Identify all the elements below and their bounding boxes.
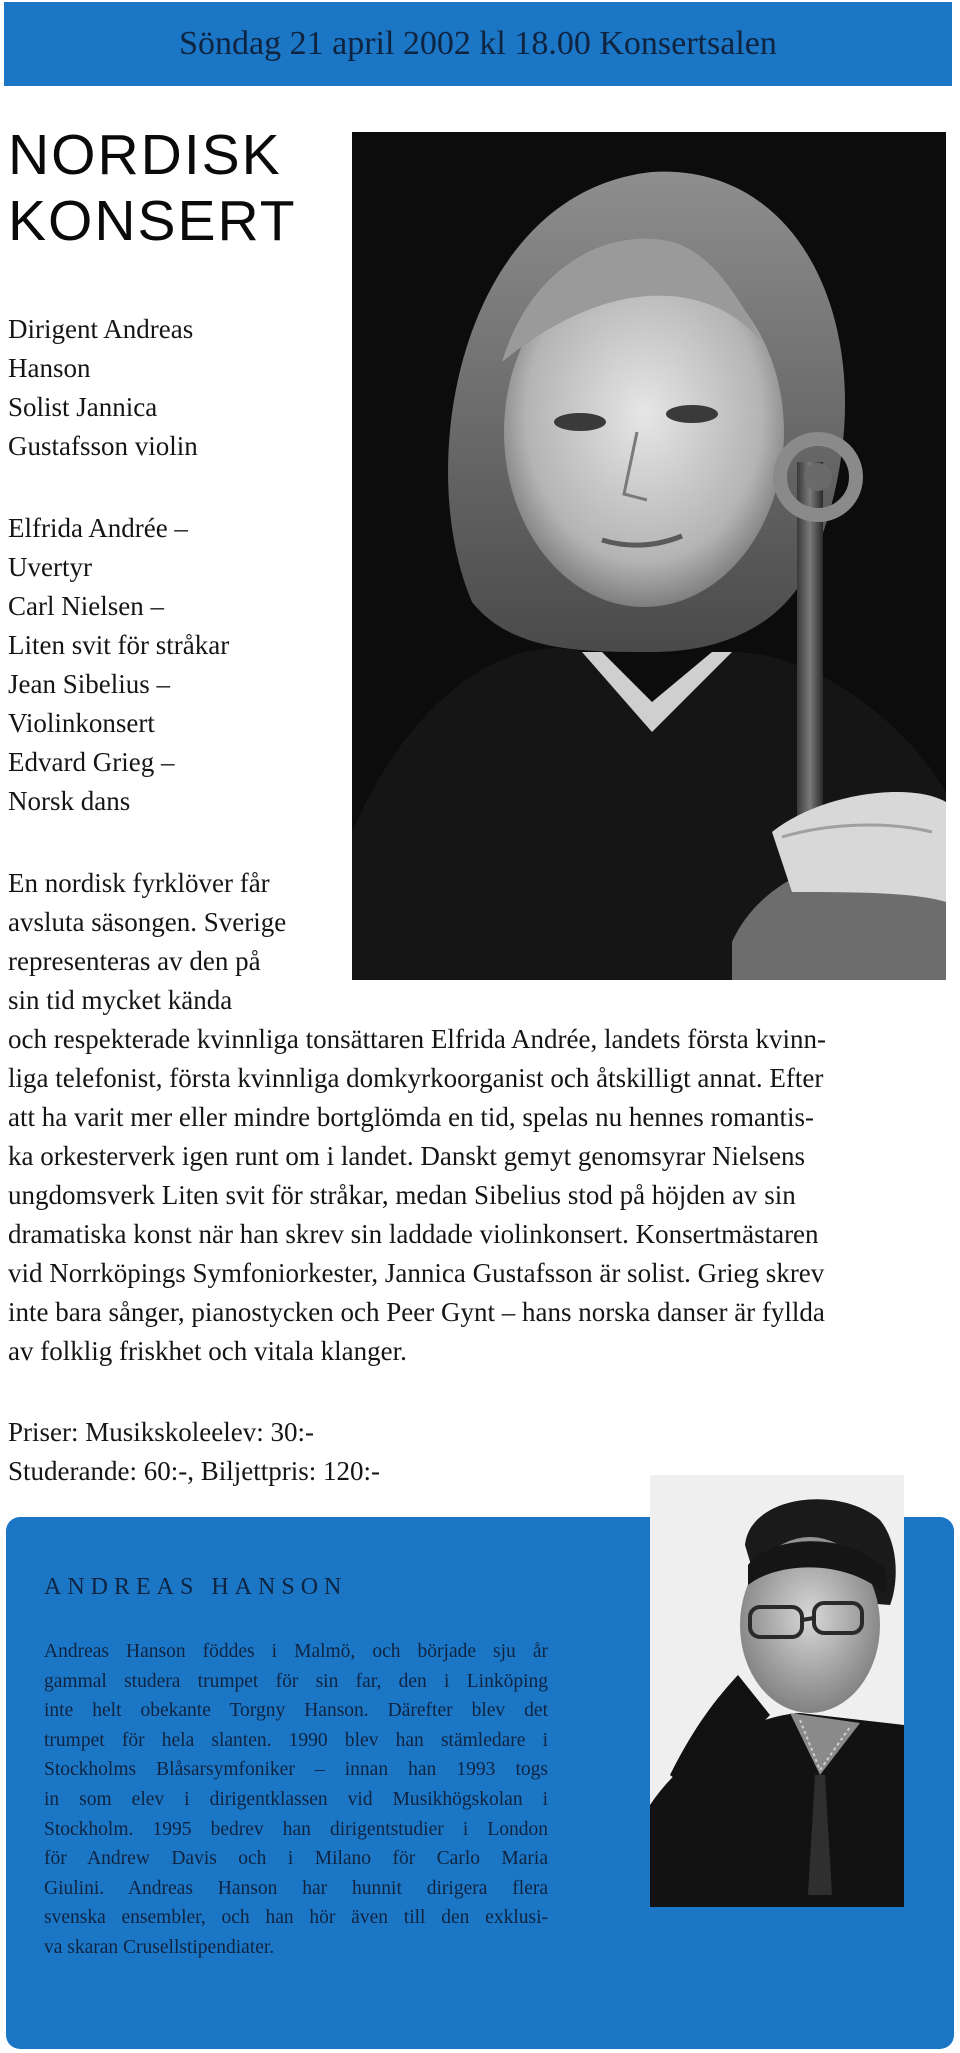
violinist-photo	[352, 132, 946, 980]
intro-paragraph	[8, 864, 348, 1020]
bio-line: gammal studera trumpet för sin far, den i Linköping	[44, 1670, 548, 1692]
title-line: NORDISK	[8, 123, 282, 187]
bio-line: inte helt obekante Torgny Hanson. Därefter blev det	[44, 1700, 548, 1722]
article-line: dramatiska konst när han skrev sin laddade violinkonsert. Konsertmästaren	[8, 1219, 819, 1249]
intro-line: sin tid mycket kända	[8, 985, 233, 1015]
credit-line: Hanson	[8, 353, 91, 383]
program-list	[8, 509, 348, 821]
article-line: av folklig friskhet och vitala klanger.	[8, 1336, 407, 1366]
bio-line: in som elev i dirigentklassen vid Musikhögskolan i	[44, 1788, 548, 1810]
program-line: Uvertyr	[8, 552, 92, 582]
program-line: Jean Sibelius –	[8, 669, 170, 699]
bio-line: va skaran Crusellstipendiater.	[44, 1936, 275, 1958]
intro-line: representeras av den på	[8, 946, 261, 976]
credit-line: Dirigent Andreas	[8, 314, 194, 344]
price-line: Priser: Musikskoleelev: 30:-	[8, 1417, 314, 1447]
program-line: Edvard Grieg –	[8, 747, 175, 777]
article-paragraph	[8, 1020, 944, 1371]
program-line: Carl Nielsen –	[8, 591, 164, 621]
concert-title	[8, 122, 348, 254]
article-line: att ha varit mer eller mindre bortglömda en tid, spelas nu hennes romantis-	[8, 1102, 815, 1132]
bio-line: Andreas Hanson föddes i Malmö, och började sju år	[44, 1641, 548, 1662]
concert-date-venue: Söndag 21 april 2002 kl 18.00 Konsertsalen	[179, 25, 777, 62]
conductor-bio-heading: ANDREAS HANSON	[44, 1574, 348, 1600]
conductor-bio-text	[44, 1637, 548, 1963]
bio-line: för Andrew Davis och i Milano för Carlo Maria	[44, 1848, 548, 1870]
program-line: Norsk dans	[8, 786, 131, 816]
bio-line: svenska ensembler, och han hör även till den exklusi-	[44, 1907, 548, 1929]
bio-line: Giulini. Andreas Hanson har hunnit dirigera flera	[44, 1877, 548, 1899]
article-line: inte bara sånger, pianostycken och Peer Gynt – hans norska danser är fyllda	[8, 1297, 825, 1327]
performers-credits	[8, 310, 348, 466]
program-line: Elfrida Andrée –	[8, 513, 188, 543]
article-line: liga telefonist, första kvinnliga domkyrkoorganist och åtskilligt annat. Efter	[8, 1063, 824, 1093]
bio-line: trumpet för hela slanten. 1990 blev han stämledare i	[44, 1729, 548, 1751]
article-line: ka orkesterverk igen runt om i landet. Danskt gemyt genomsyrar Nielsens	[8, 1141, 806, 1171]
article-line: och respekterade kvinnliga tonsättaren Elfrida Andrée, landets första kvinn-	[8, 1024, 826, 1054]
bio-line: Stockholm. 1995 bedrev han dirigentstudier i London	[44, 1818, 548, 1840]
intro-line: avsluta säsongen. Sverige	[8, 907, 287, 937]
ticket-prices	[8, 1413, 608, 1491]
program-line: Liten svit för stråkar	[8, 630, 230, 660]
article-line: ungdomsverk Liten svit för stråkar, medan Sibelius stod på höjden av sin	[8, 1180, 796, 1210]
credit-line: Solist Jannica	[8, 392, 158, 422]
intro-line: En nordisk fyrklöver får	[8, 868, 270, 898]
price-line: Studerande: 60:-, Biljettpris: 120:-	[8, 1456, 380, 1486]
conductor-photo	[650, 1475, 904, 1907]
credit-line: Gustafsson violin	[8, 431, 198, 461]
article-line: vid Norrköpings Symfoniorkester, Jannica Gustafsson är solist. Grieg skrev	[8, 1258, 825, 1288]
header-bar	[4, 2, 952, 86]
title-line: KONSERT	[8, 189, 297, 253]
program-line: Violinkonsert	[8, 708, 155, 738]
bio-line: Stockholms Blåsarsymfoniker – innan han 1993 togs	[44, 1759, 548, 1781]
